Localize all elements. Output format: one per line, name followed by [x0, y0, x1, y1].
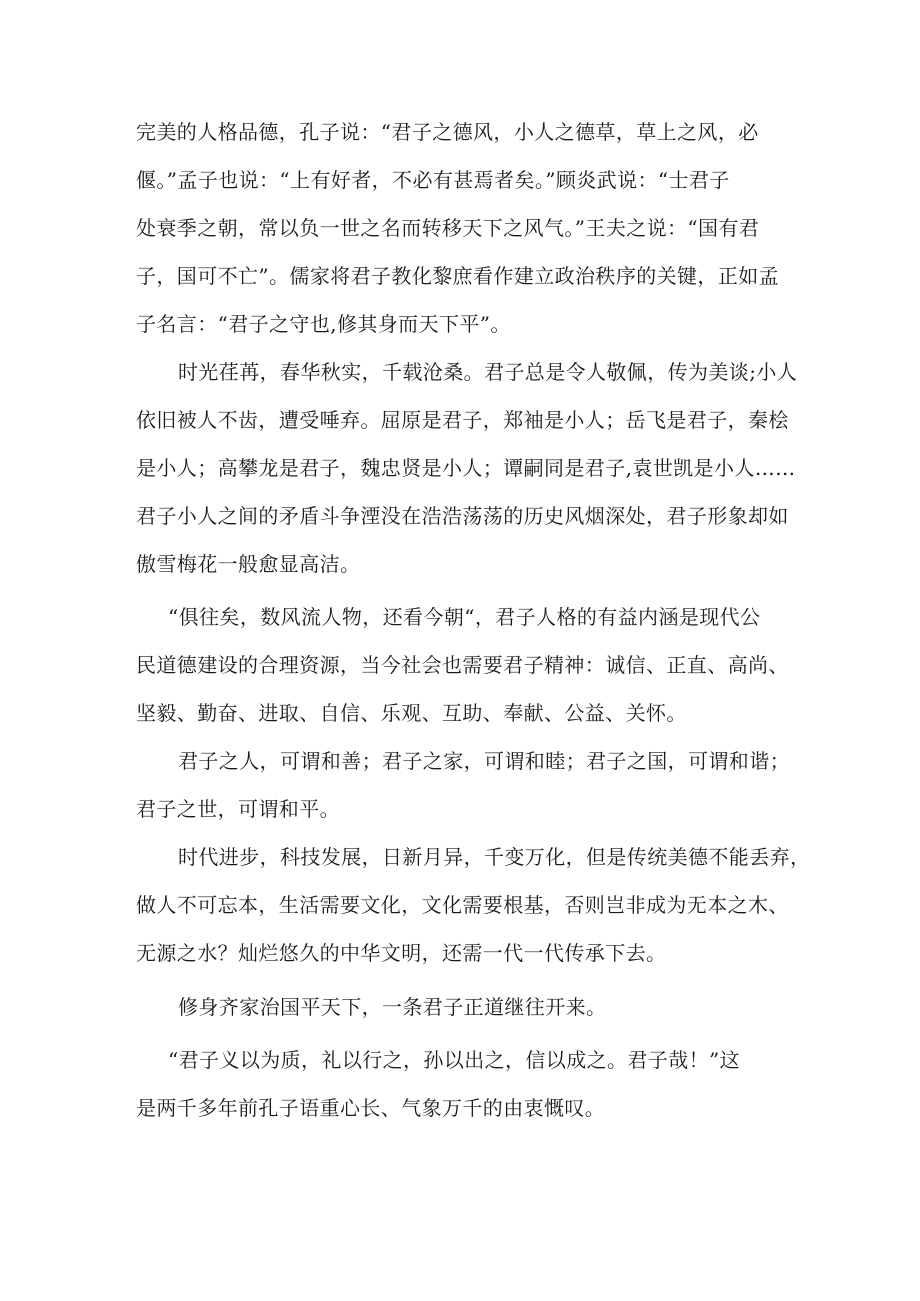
text-line: 傲雪梅花一般愈显高洁。 — [136, 552, 361, 576]
text-line: 是小人；高攀龙是君子，魏忠贤是小人；谭嗣同是君子,袁世凯是小人…… — [136, 456, 796, 480]
text-line: 子，国可不亡”。儒家将君子教化黎庶看作建立政治秩序的关键，正如孟 — [136, 264, 780, 288]
text-line: 君子小人之间的矛盾斗争湮没在浩浩荡荡的历史风烟深处，君子形象却如 — [136, 504, 789, 528]
text-line: 处衰季之朝，常以负一世之名而转移天下之风气。”王夫之说：“国有君 — [136, 216, 760, 240]
text-line: 偃。”孟子也说：“上有好者，不必有甚焉者矣。”顾炎武说：“士君子 — [136, 168, 730, 192]
paragraph-first-line: 时光荏苒，春华秋实，千载沧桑。君子总是令人敬佩，传为美谈;小人 — [178, 360, 798, 384]
text-line: 子名言：“君子之守也,修其身而天下平”。 — [136, 312, 511, 336]
text-line: 是两千多年前孔子语重心长、气象万千的由衷慨叹。 — [136, 1096, 606, 1120]
text-line: 无源之水？灿烂悠久的中华文明，还需一代一代传承下去。 — [136, 941, 667, 965]
paragraph-first-line: 君子之人，可谓和善；君子之家，可谓和睦；君子之国，可谓和谐； — [178, 749, 790, 773]
text-line: 民道德建设的合理资源，当今社会也需要君子精神：诚信、正直、高尚、 — [136, 653, 789, 677]
text-line: 做人不可忘本，生活需要文化，文化需要根基，否则岂非成为无本之木、 — [136, 893, 789, 917]
text-line: 君子之世，可谓和平。 — [136, 797, 340, 821]
text-line: 坚毅、勤奋、进取、自信、乐观、互助、奉献、公益、关怀。 — [136, 701, 687, 725]
text-line: 依旧被人不齿，遭受唾弃。屈原是君子，郑袖是小人；岳飞是君子，秦桧 — [136, 408, 789, 432]
paragraph-first-line: “俱往矣，数风流人物，还看今朝“，君子人格的有益内涵是现代公 — [168, 605, 761, 629]
paragraph-first-line: 时代进步，科技发展，日新月异，千变万化，但是传统美德不能丢弃， — [178, 845, 811, 869]
paragraph-first-line: 修身齐家治国平天下，一条君子正道继往开来。 — [178, 995, 607, 1019]
text-line: 完美的人格品德，孔子说：“君子之德风，小人之德草，草上之风，必 — [136, 120, 759, 144]
paragraph-first-line: “君子义以为质，礼以行之，孙以出之，信以成之。君子哉！”这 — [168, 1048, 741, 1072]
